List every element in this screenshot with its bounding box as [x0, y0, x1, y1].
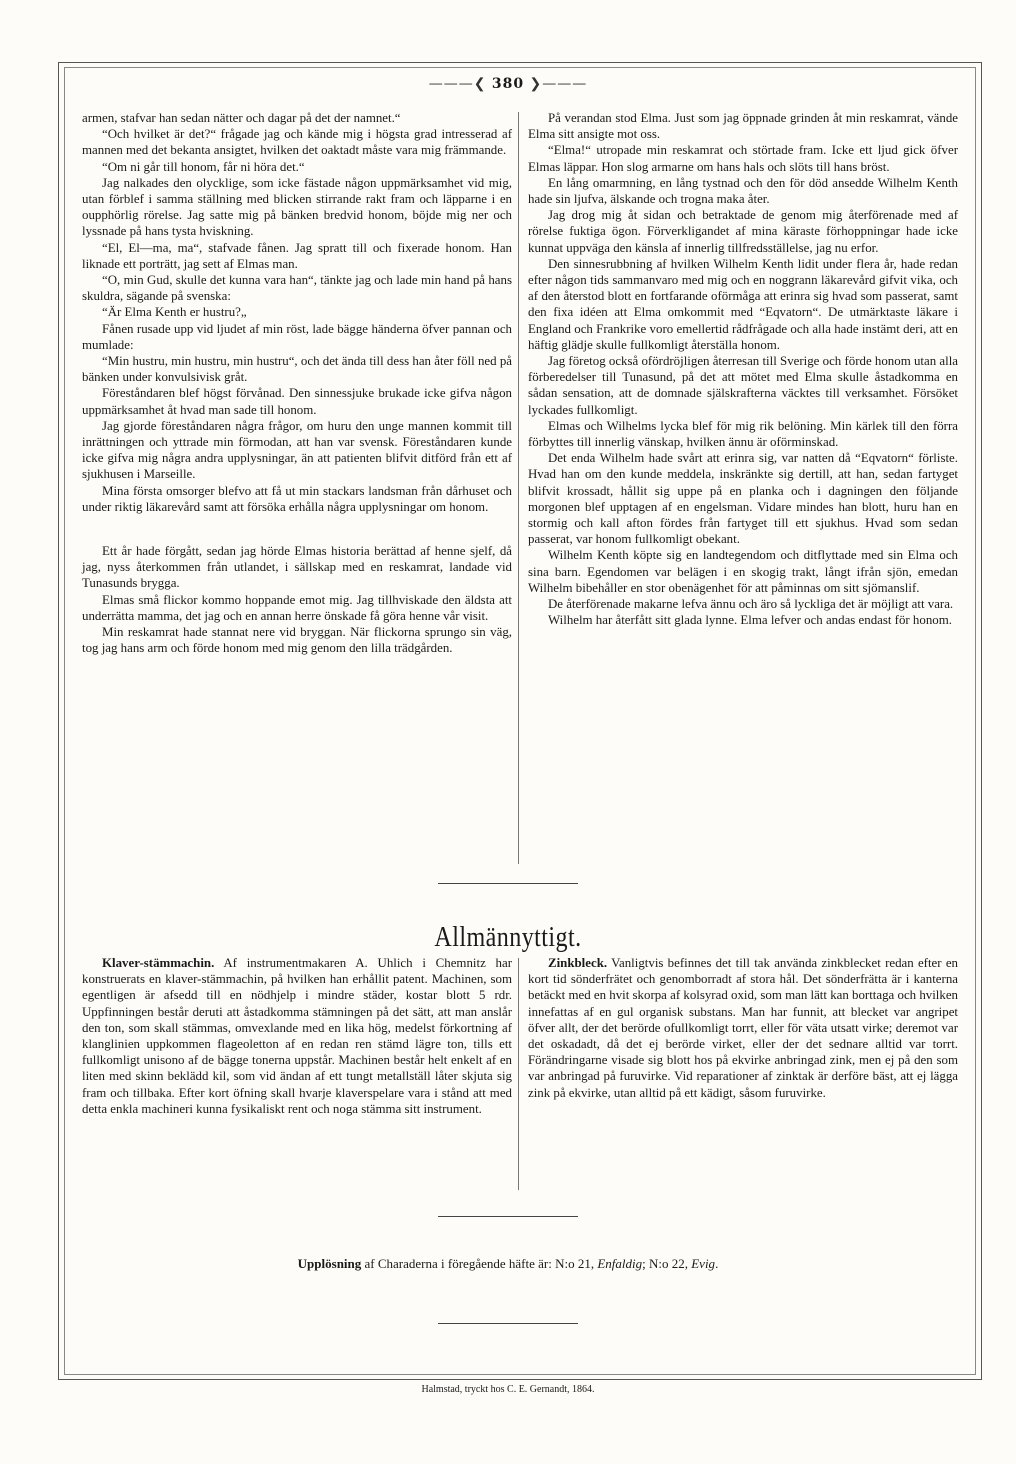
paragraph: Jag gjorde föreståndaren några frågor, om huru den unge mannen kommit till inrättningen och yttrade min förmodan, att han var svensk. Föreståndaren kunde icke gifva mig några andra upplysningar, än att patienten blifvit ditförd från ett af sjukhusen i Marseille.	[82, 418, 512, 482]
paragraph: Jag företog också ofördröjligen återresan till Sverige och förde honom utan alla förberedelser till Tunasund, på det att mötet med Elma skulle åstadkomma en sådan sensation, att de domnade själskrafterna väcktes till verksamhet. Försöket lyckades fullkomligt.	[528, 354, 958, 417]
paragraph: “El, El—ma, ma“, stafvade fånen. Jag spratt till och fixerade honom. Han liknade ett porträtt, jag sett af Elmas man.	[82, 240, 512, 271]
column-divider	[518, 112, 519, 864]
paragraph: Föreståndaren blef högst förvånad. Den sinnessjuke brukade icke gifva någon uppmärksamhet åt hvad man sade till honom.	[82, 386, 512, 417]
charade-separator: ; N:o 22,	[642, 1256, 688, 1271]
paragraph: Min reskamrat hade stannat nere vid bryggan. När flickorna sprungo sin väg, tog jag hans arm och förde honom med mig genom den lilla trädgården.	[82, 625, 512, 656]
paragraph: “O, min Gud, skulle det kunna vara han“, tänkte jag och lade min hand på hans skuldra, sägande på svenska:	[82, 273, 512, 304]
paragraph: En lång omarmning, en lång tystnad och den för död ansedde Wilhelm Kenth hade sin ljufva, älskande och trogna maka åter.	[528, 175, 958, 207]
paragraph: “Är Elma Kenth er hustru?„	[102, 305, 247, 320]
paragraph: “Elma!“ utropade min reskamrat och störtade fram. Icke ett ljud gick öfver Elmas läppar. Hon slog armarne om hans hals och slöts till hans bröst.	[528, 143, 958, 174]
page-number-header: ———❮ 380 ❯———	[428, 76, 588, 92]
page-number: 380	[491, 76, 525, 92]
charade-word-2: Evig	[691, 1256, 716, 1271]
imprint: Halmstad, tryckt hos C. E. Gernandt, 1864.	[421, 1384, 595, 1395]
charade-end: .	[715, 1256, 719, 1271]
paragraph: Jag drog mig åt sidan och betraktade de genom mig återförenade med af rörelse fuktiga ögon. Förverkligandet af mina käraste förhoppningar hade icke kunnat uppväga den känsla af innerlig tillfredsställelse, jag nu erfor.	[528, 208, 958, 255]
paragraph: Mina första omsorger blefvo att få ut min stackars landsman från dårhuset och under riktig läkarevård samt att försöka erhålla några upplysningar om honom.	[82, 483, 512, 514]
bottom-rule	[438, 1323, 578, 1324]
story-left-column	[82, 110, 512, 657]
story-right-column	[528, 110, 958, 629]
paragraph: Wilhelm Kenth köpte sig en landtegendom och ditflyttade med sin Elma och sina barn. Egendomen var belägen i en skogig trakt, långt ifrån sjön, emedan Wilhelm bibehåller en stor obenägenhet för att påminnas om sitt sjömanslif.	[528, 548, 958, 595]
paragraph: Ett år hade förgått, sedan jag hörde Elmas historia berättad af henne sjelf, då jag, nyss återkommen från utlandet, i sällskap med en reskamrat, landade vid Tunasunds brygga.	[82, 544, 512, 591]
paragraph: Det enda Wilhelm hade svårt att erinra sig, var natten då “Eqvatorn“ förliste. Hvad han om den kunde meddela, inskränkte sig dertill, att han, sedan fartyget blifvit krossadt, hållit sig uppe på en planka och i dagningen den följande morgonen blef upptagen af en engelsman. Vidare mindes han blott, huru han en stormig och kall afton fördes från fartyget till ett sjukhus. Hvad som sedan passerat, var honom fullkomligt obekant.	[528, 451, 958, 547]
article-left-title: Klaver-stämmachin.	[102, 956, 215, 970]
article-right-title: Zinkbleck.	[548, 956, 608, 970]
paragraph: “Min hustru, min hustru, min hustru“, och det ända till dess han åter föll ned på bänken under konvulsivisk gråt.	[82, 354, 512, 385]
paragraph: Elmas och Wilhelms lycka blef för mig rik belöning. Min kärlek till den förra förbyttes till innerlig vänskap, hvilken ännu är oförminskad.	[528, 418, 958, 450]
story-left-part1	[82, 110, 512, 515]
paragraph: “Om ni går till honom, får ni höra det.“	[102, 159, 305, 174]
article-left-text: Af instrumentmakaren A. Uhlich i Chemnitz har konstruerats en klaver-stämmachin, på hvilken han erhållit patent. Machinen, som egentligen är afsedd till en nödhjelp i mindre städer, kostar blott 5 rdr. Uppfinningen består deruti att åstadkomma stämningen på det sätt, att man anslår den ton, som skall stämmas, omvexlande med en lika hög, medelst förkortning af klanglinien uppkommen flageoletton af en redan ren stämd lägre ton, tills ett fullkomligt unisono af de bägge tonerna uppstår. Machinen består helt enkelt af en liten med skinn beklädd kil, som vid ändan af ett tungt metallställ låter skjuta sig fram och tillbaka. Efter kort öfning skall hvarje klaverspelare vara i stånd att med detta enkla machineri kunna fysikaliskt rent och noga stämma sitt instrument.	[82, 956, 512, 1116]
article-right-text: Vanligtvis befinnes det till tak använda zinkblecket redan efter en kort tid sönderfrätet och genomborradt af stora hål. Det sönderfrätta är i kanterna betäckt med en hvit skorpa af kolsyrad oxid, som man lätt kan borttaga och hvilken innefattas af en gul organisk substans. Man har funnit, att blecket var angripet öfver allt, der det berörde ofullkomligt torrt, eller för väta utsatt virke; deremot var det oskadadt, då det ej berörde virket, eller der det sednare alltid var torrt. Förändringarne visade sig blott hos på ekvirke anbringad zink, men ej på den som var anbringad på furuvirke. Vid reparationer af zinktak är derföre bäst, att ej lägga zink på ekvirke, utan alltid på ett kädigt, såsom furuvirke.	[528, 956, 958, 1100]
paragraph: armen, stafvar han sedan nätter och dagar på det der namnet.“	[82, 111, 401, 125]
article-left	[82, 955, 512, 1117]
paragraph: De återförenade makarne lefva ännu och äro så lyckliga det är möjligt att vara.	[548, 597, 954, 612]
article-right	[528, 955, 958, 1101]
charade-word-1: Enfaldig	[597, 1256, 643, 1271]
story-left-part2	[82, 543, 512, 656]
paragraph: Wilhelm har återfått sitt glada lynne. Elma lefver och andas endast för honom.	[548, 613, 952, 628]
article-divider	[518, 958, 519, 1190]
paragraph: Elmas små flickor kommo hoppande emot mig. Jag tillhviskade den äldsta att underrätta mamma, det jag och en annan herre önskade få göra henne vår visit.	[82, 592, 512, 623]
paragraph: Fånen rusade upp vid ljudet af min röst, lade bägge händerna öfver pannan och mumlade:	[82, 321, 512, 352]
paragraph: På verandan stod Elma. Just som jag öppnade grinden åt min reskamrat, vände Elma sitt ansigte mot oss.	[528, 111, 958, 142]
story-end-rule	[438, 883, 578, 884]
charade-text: af Charaderna i föregående häfte är: N:o 21,	[364, 1256, 595, 1271]
charade-answer	[0, 1256, 1016, 1272]
section-heading: Allmännyttigt.	[434, 922, 582, 953]
paragraph: Jag nalkades den olycklige, som icke fästade någon uppmärksamhet vid mig, utan förblef i samma ställning med blicken stirrande rakt fram och läpparne i en oupphörlig rörelse. Jag satte mig på bänken bredvid honom, böjde mig ner och lyssnade på hans tysta hviskning.	[82, 175, 512, 239]
charade-label: Upplösning	[297, 1256, 362, 1271]
paragraph: “Och hvilket är det?“ frågade jag och kände mig i högsta grad intresserad af mannen med det bekanta ansigtet, hvilken det oaktadt måste vara mig främmande.	[82, 127, 512, 158]
separator-rule	[438, 1216, 578, 1217]
paragraph: Den sinnesrubbning af hvilken Wilhelm Kenth lidit under flera år, hade redan efter någon tids sammanvaro med mig och en noggrann läkarevård gifvit vika, och af den återstod blott en fortfarande oförmåga att erinra sig hvad som passerat, samt den fixa idéen att Elma omkommit med “Eqvatorn“. De utmärktaste läkare i England och Frankrike voro emellertid rådfrågade och alla hade instämt deri, att en häftig glädje skulle fullkomligt återställa honom.	[528, 256, 958, 352]
